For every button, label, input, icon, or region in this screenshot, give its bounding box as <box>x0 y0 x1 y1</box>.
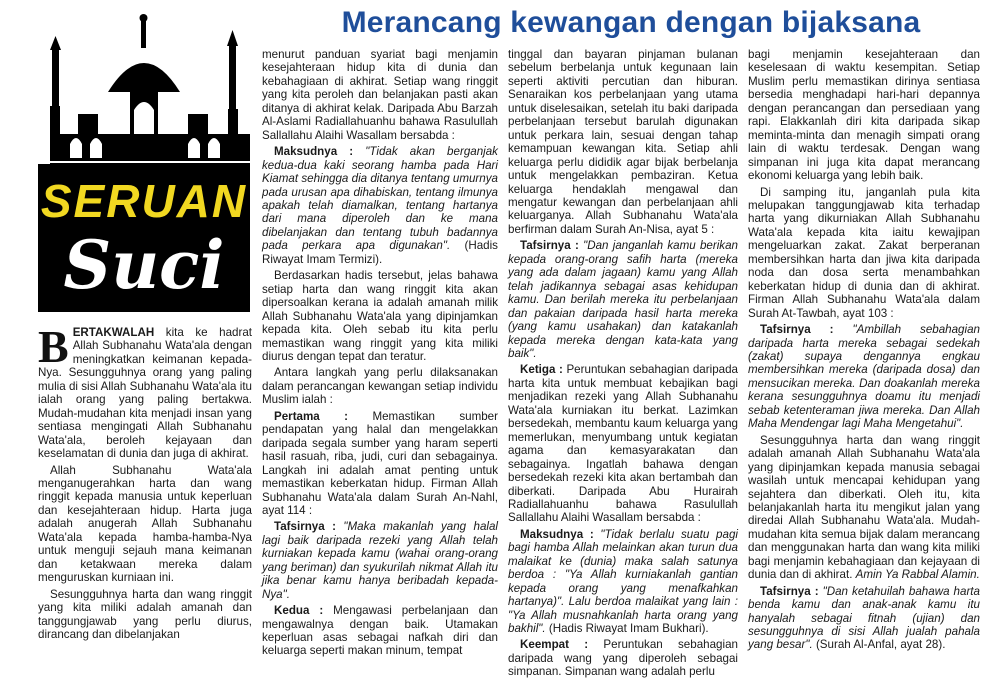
quote-text: "Tidak akan berganjak kedua-dua kaki seorang hamba pada Hari Kiamat sehingga dia ditanya tentang umurnya pada urusan apa dihabiskan, tentang ilmunya apakah telah diamalkan, tentang hartanya dari mana diperoleh dan ke mana dibelanjakan dan tentang tubuh badannya pada perkara apa digunakan". <box>262 145 498 253</box>
paragraph: menurut panduan syariat bagi menjamin kesejahteraan hidup kita di dunia dan kebahagiaan di akhirat. Setiap wang ringgit yang kita peroleh dan belanjakan pasti akan ditanya di akhirat kelak. Daripada Abu Barzah Al-Aslami Radiallahuanhu bahawa Rasulullah Sallallahu Alaihi Wasallam bersabda : <box>262 48 498 142</box>
quote-label: Maksudnya : <box>274 145 354 159</box>
quote-text: "Tidak berlalu suatu pagi bagi hamba Allah melainkan akan turun dua malaikat ke (dunia) maka salah satunya berdoa : "Ya Allah kurniakanlah gantian kepada orang yang menafkahkan hartanya)". Lalu berdoa malaikat yang lain : "Ya Allah musnahkanlah harta orang yang bakhil". <box>508 527 738 636</box>
step-label: Pertama : <box>274 409 349 423</box>
quote-text: "Maka makanlah yang halal lagi baik daripada rezeki yang Allah telah kurniakan kepada kamu (wahai orang-orang yang beriman) dan syukurilah nikmat Allah itu jika benar kamu hanya beribadah kepada-Nya". <box>262 520 498 601</box>
column-2 <box>262 48 498 658</box>
step-text: Peruntukan sebahagian daripada wang yang diperoleh sebagai simpanan. Simpanan wang adalah perlu <box>508 638 738 679</box>
step-label: Kedua : <box>274 604 324 618</box>
quote-label: Tafsirnya : <box>520 239 579 253</box>
tafsir-quote <box>748 323 980 431</box>
step-third <box>508 363 738 524</box>
paragraph <box>748 434 980 582</box>
quote-source: (Surah Al-Anfal, ayat 28). <box>815 638 946 652</box>
tafsir-quote <box>262 520 498 601</box>
quote-label: Tafsirnya : <box>274 520 336 534</box>
quote-label: Maksudnya : <box>520 527 594 541</box>
paragraph-text: Sesungguhnya harta dan wang ringgit adalah amanah Allah Subhanahu Wata'ala yang dipinjamkan kepada manusia sebagai wasilah untuk mencapai kehidupan yang sejahtera dan diberkati. Oleh itu, kita belanjakanlah harta itu mengikut jalan yang diredai Allah Subhanahu Wata'ala. Mudah-mudahan kita semua bijak dalam merancang dan menggunakan harta dan wang kita miliki bagi menjamin kebahagiaan dan kejayaan di dunia dan di akhirat. <box>748 433 980 582</box>
intro-paragraph <box>38 321 252 461</box>
quote-text: "Dan janganlah kamu berikan kepada orang-orang safih harta (mereka yang ada dalam jagaan) kamu yang Allah telah jadikannya sebagai asas kehidupan kamu. Dan berilah mereka itu perbelanjaan dan pakaian daripada hasil harta mereka (yang kamu usahakan) dan katakanlah kepada mereka dengan kata-kata yang baik". <box>508 239 738 360</box>
paragraph: Sesungguhnya harta dan wang ringgit yang kita miliki adalah amanah dan tanggungjawab yang perlu diurus, dirancang dan dibelanjakan <box>38 587 252 641</box>
paragraph: Antara langkah yang perlu dilaksanakan dalam perancangan kewangan setiap individu Muslim ialah : <box>262 366 498 407</box>
step-text: Mengawasi perbelanjaan dan mengawalnya dengan baik. Utamakan keperluan asas sebagai nafkah diri dan keluarga seperti makan minum, tempat <box>262 604 498 658</box>
step-second <box>262 604 498 658</box>
paragraph: bagi menjamin kesejahteraan dan keselesaan di waktu kesempitan. Setiap Muslim perlu memastikan dirinya sentiasa bersedia menghadapi hari-hari depannya dengan perancangan dan persediaan yang rapi. Elakkanlah diri kita daripada sikap meminta-minta dan menagih simpati orang lain di waktu terdesak. Dengan wang simpanan ini juga kita dapat merancang ekonomi keluarga yang lebih baik. <box>748 48 980 183</box>
paragraph: Di samping itu, janganlah pula kita melupakan tanggungjawab kita terhadap harta yang dikurniakan Allah Subhanahu Wata'ala kepada kita iaitu kewajipan mengeluarkan zakat. Zakat berperanan membersihkan harta dan jiwa kita daripada noda dan dosa serta menambahkan keberkatan hidup di dunia dan di akhirat. Firman Allah Subhanahu Wata'ala dalam Surah At-Tawbah, ayat 103 : <box>748 185 980 320</box>
paragraph-text: kita ke hadrat Allah Subhanahu Wata'ala dengan meningkatkan keimanan kepada-Nya. Sesungguhnya orang yang paling mulia di sisi Allah Subhanahu Wata'ala itu ialah orang yang paling bertakwa. Mudah-mudahan kita menjadi insan yang sentiasa mengingati Allah Subhanahu Wata'ala, beroleh kejayaan dan keselamatan di dunia dan juga di akhirat. <box>38 326 252 461</box>
quote-source: (Hadis Riwayat Imam Bukhari). <box>548 622 709 636</box>
tafsir-quote <box>748 585 980 652</box>
paragraph: Allah Subhanahu Wata'ala menganugerahkan harta dan wang ringgit kepada manusia untuk keperluan dan kesejahteraan hidup. Harta juga adalah anugerah Allah Subhanahu Wata'ala kepada hamba-hamba-Nya untuk menguji sejauh mana keimanan dan ketakwaan mereka dalam menguruskan kurniaan ini. <box>38 463 252 585</box>
logo-word-seruan: SERUAN <box>40 175 248 227</box>
step-label: Ketiga : <box>520 363 563 377</box>
quote-text: "Dan ketahuilah bahawa harta benda kamu dan anak-anak kamu itu hanyalah sebagai fitnah (ujian) dan sesungguhnya di sisi Allah jualah pahala yang besar". <box>748 584 980 652</box>
paragraph: tinggal dan bayaran pinjaman bulanan sebelum berbelanja untuk kegunaan lain seperti aktiviti percutian dan hiburan. Senaraikan kos perbelanjaan yang utama untuk diselesaikan, setelah itu baki daripada perbelanjaan tersebut barulah digunakan untuk perkara lain, sesuai dengan tahap kemampuan kewangan kita. Setiap ahli keluarga perlu dididik agar bijak berbelanja untuk mengelakkan pembaziran. Ketua keluarga hendaklah mengawal dan mengatur kewangan dan perbelanjaan ahli keluarganya. Allah Subhanahu Wata'ala berfirman dalam Surah An-Nisa, ayat 5 : <box>508 48 738 236</box>
quote-text: "Ambillah sebahagian daripada harta mereka sebagai sedekah (zakat) supaya dengannya engkau membersihkan mereka (daripada dosa) dan mensucikan mereka. Dan doakanlah mereka kerana sesungguhnya doamu itu menjadi sebab ketenteraman jiwa mereka. Dan Allah Maha Mendengar lagi Maha Mengetahui". <box>748 323 980 431</box>
step-text: Peruntukan sebahagian daripada harta kita untuk membuat kebajikan bagi menjadikan rezeki yang Allah Subhanahu Wata'ala kurniakan itu berkat. Lazimkan bersedekah, membantu kaum keluarga yang memerlukan, menyumbang untuk kegiatan agama dan kemasyarakatan dan sebagainya. Ingatlah bahawa dengan bersedekah rezeki kita akan bertambah dan diberkati. Daripada Abu Hurairah Radiallahuanhu bahawa Rasulullah Sallallahu Alaihi Wasallam bersabda : <box>508 363 738 525</box>
step-label: Keempat : <box>520 638 589 652</box>
column-4 <box>748 48 980 652</box>
tafsir-quote <box>508 239 738 360</box>
step-text: Memastikan sumber pendapatan yang halal dan mengelakkan daripada segala sumber yang haram seperti hasil rasuah, riba, judi, curi dan sebagainya. Langkah ini adalah amat penting untuk memastikan keberkatan hidup. Firman Allah Subhanahu Wata'ala dalam Surah An-Nahl, ayat 114 : <box>262 409 498 517</box>
step-fourth <box>508 638 738 678</box>
paragraph: Berdasarkan hadis tersebut, jelas bahawa setiap harta dan wang ringgit kita akan dipersoalkan kerana ia adalah amanah milik Allah Subhanahu Wata'ala yang dipinjamkan kepada kita. Oleh sebab itu kita perlu memastikan wang ringgit yang kita miliki diurus dengan tepat dan teratur. <box>262 269 498 363</box>
drop-cap: B <box>38 321 69 372</box>
seruan-suci-logo <box>38 14 250 312</box>
closing-prayer: Amin Ya Rabbal Alamin. <box>855 568 980 582</box>
column-3 <box>508 48 738 679</box>
quote-label: Tafsirnya : <box>760 323 834 337</box>
hadith-quote <box>508 528 738 636</box>
step-first <box>262 410 498 518</box>
logo-word-suci: Suci <box>63 226 225 304</box>
hadith-quote <box>262 145 498 266</box>
quote-source: (Hadis Riwayat Imam Termizi). <box>262 239 498 266</box>
column-1 <box>38 321 252 641</box>
quote-label: Tafsirnya : <box>760 584 819 598</box>
lead-word: ERTAKWALAH <box>72 326 155 339</box>
article-headline: Merancang kewangan dengan bijaksana <box>341 6 921 39</box>
